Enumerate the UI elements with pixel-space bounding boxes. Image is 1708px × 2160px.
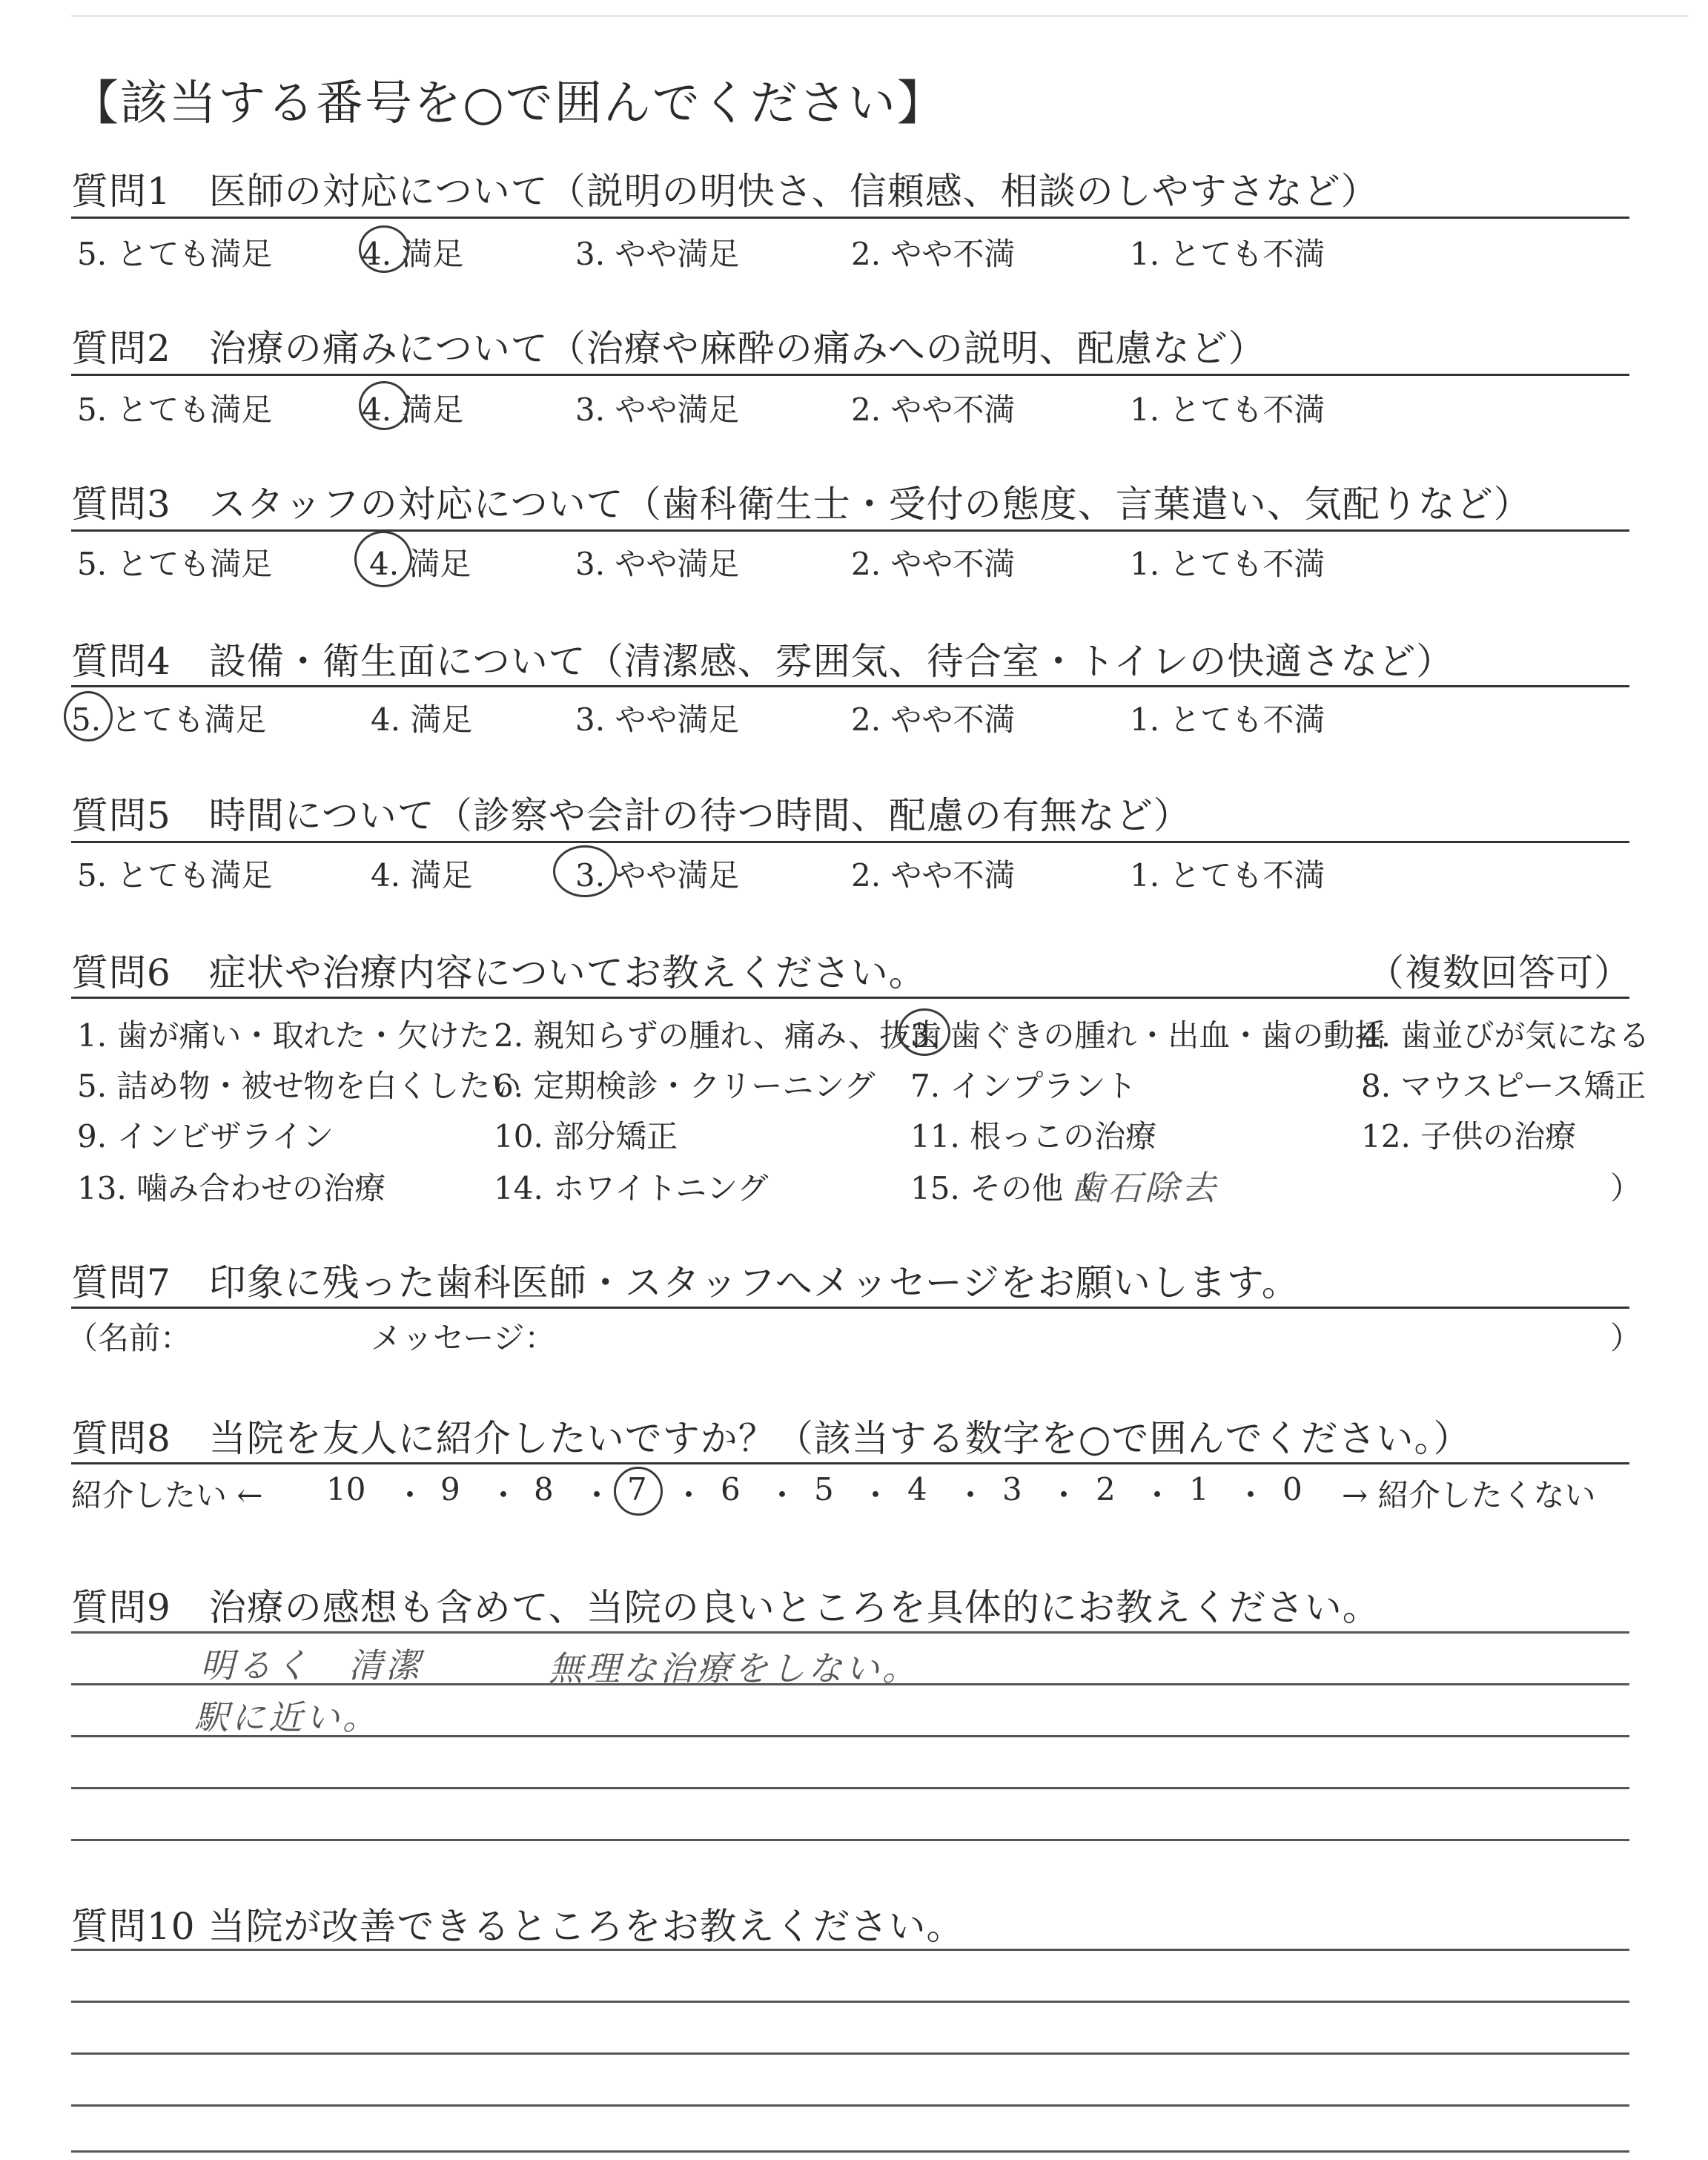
q8-title: 質問8 当院を友人に紹介したいですか？（該当する数字を○で囲んでください。）: [71, 1417, 1472, 1460]
q8-dot: ・: [673, 1477, 705, 1513]
q5-selected-circle: [553, 845, 617, 897]
q10-line: [71, 2001, 1629, 2003]
q1-title: 質問1 医師の対応について（説明の明快さ、信頼感、相談のしやすさなど）: [71, 170, 1379, 213]
q10-line: [71, 2150, 1629, 2153]
q6-item-12[interactable]: 12. 子供の治療: [1361, 1118, 1577, 1155]
q6-item-7[interactable]: 7. インプラント: [910, 1068, 1137, 1104]
q3-option-4[interactable]: 4. 満足: [369, 546, 471, 582]
q6-item-9[interactable]: 9. インビザライン: [77, 1118, 334, 1155]
q2-rule: [71, 374, 1629, 376]
q5-option-1[interactable]: 1. とても不満: [1130, 857, 1325, 894]
q9-line: [71, 1839, 1629, 1841]
q8-dot: ・: [394, 1477, 426, 1513]
q1-option-5[interactable]: 5. とても満足: [77, 236, 273, 272]
q6-item-10[interactable]: 10. 部分矯正: [494, 1118, 678, 1155]
page-top-border: [71, 15, 1689, 17]
q2-title: 質問2 治療の痛みについて（治療や麻酔の痛みへの説明、配慮など）: [71, 327, 1266, 370]
q7-close: ）: [1610, 1320, 1642, 1356]
q1-option-2[interactable]: 2. やや不満: [851, 236, 1016, 272]
q6-item-15[interactable]: 15. その他（: [910, 1170, 1095, 1206]
q5-rule: [71, 841, 1629, 843]
q2-option-2[interactable]: 2. やや不満: [851, 392, 1016, 428]
q6-item-3[interactable]: 3. 歯ぐきの腫れ・出血・歯の動揺: [910, 1017, 1386, 1054]
q3-rule: [71, 529, 1629, 532]
q8-left-label: 紹介したい ←: [71, 1477, 263, 1513]
q9-answer-2: 無理な治療をしない。: [549, 1648, 919, 1688]
q3-title: 質問3 スタッフの対応について（歯科衛生士・受付の態度、言葉遣い、気配りなど）: [71, 483, 1532, 526]
q8-scale-6[interactable]: 6: [721, 1471, 741, 1507]
q9-line: [71, 1631, 1629, 1634]
q8-scale-8[interactable]: 8: [534, 1471, 554, 1507]
q10-title: 質問10 当院が改善できるところをお教えください。: [71, 1905, 964, 1948]
q8-right-label: → 紹介したくない: [1342, 1477, 1596, 1513]
q8-scale-1[interactable]: 1: [1189, 1471, 1209, 1507]
q1-selected-circle: [359, 225, 409, 273]
q8-dot: ・: [767, 1477, 798, 1513]
q1-option-1[interactable]: 1. とても不満: [1130, 236, 1325, 272]
q10-line: [71, 2052, 1629, 2055]
q2-option-1[interactable]: 1. とても不満: [1130, 392, 1325, 428]
q8-scale-4[interactable]: 4: [907, 1471, 927, 1507]
q6-item-13[interactable]: 13. 噛み合わせの治療: [77, 1170, 386, 1206]
q8-dot: ・: [1235, 1477, 1267, 1513]
q6-item-11[interactable]: 11. 根っこの治療: [910, 1118, 1157, 1155]
q4-option-3[interactable]: 3. やや満足: [575, 701, 740, 738]
q9-title: 質問9 治療の感想も含めて、当院の良いところを具体的にお教えください。: [71, 1586, 1380, 1629]
q4-option-1[interactable]: 1. とても不満: [1130, 701, 1325, 738]
q10-line: [71, 2104, 1629, 2107]
q2-option-5[interactable]: 5. とても満足: [77, 392, 273, 428]
q8-scale-2[interactable]: 2: [1096, 1471, 1116, 1507]
q8-scale-3[interactable]: 3: [1002, 1471, 1022, 1507]
q6-item-2[interactable]: 2. 親知らずの腫れ、痛み、抜歯: [494, 1017, 942, 1054]
q2-selected-circle: [359, 381, 409, 430]
q8-scale-0[interactable]: 0: [1282, 1471, 1302, 1507]
q4-option-5[interactable]: 5. とても満足: [71, 701, 267, 738]
q7-message-label: メッセージ：: [371, 1320, 556, 1356]
q4-title: 質問4 設備・衛生面について（清潔感、雰囲気、待合室・トイレの快適さなど）: [71, 640, 1454, 683]
q8-scale-10[interactable]: 10: [326, 1471, 366, 1507]
q7-name-label: （名前：: [67, 1320, 192, 1356]
q4-rule: [71, 685, 1629, 687]
q5-option-4[interactable]: 4. 満足: [371, 857, 473, 894]
q5-title: 質問5 時間について（診察や会計の待つ時間、配慮の有無など）: [71, 794, 1191, 837]
q5-option-2[interactable]: 2. やや不満: [851, 857, 1016, 894]
q4-option-4[interactable]: 4. 満足: [371, 701, 473, 738]
q8-scale-5[interactable]: 5: [814, 1471, 834, 1507]
q9-answer-3: 駅に近い。: [194, 1697, 380, 1737]
q1-option-4[interactable]: 4. 満足: [362, 236, 464, 272]
q7-rule: [71, 1307, 1629, 1309]
q6-rule: [71, 997, 1629, 999]
q10-line: [71, 1949, 1629, 1951]
q1-option-3[interactable]: 3. やや満足: [575, 236, 740, 272]
q8-dot: ・: [955, 1477, 987, 1513]
q8-rule: [71, 1462, 1629, 1464]
q8-dot: ・: [581, 1477, 613, 1513]
q8-dot: ・: [488, 1477, 520, 1513]
q6-item-1[interactable]: 1. 歯が痛い・取れた・欠けた: [77, 1017, 491, 1054]
q3-option-5[interactable]: 5. とても満足: [77, 546, 273, 582]
q6-item-5[interactable]: 5. 詰め物・被せ物を白くしたい: [77, 1068, 522, 1104]
q6-note: （複数回答可）: [1367, 951, 1632, 994]
q8-dot: ・: [1048, 1477, 1080, 1513]
q8-scale-7[interactable]: 7: [627, 1471, 647, 1507]
q6-item-4[interactable]: 4. 歯並びが気になる: [1361, 1017, 1650, 1054]
q3-selected-circle: [354, 531, 412, 587]
page-heading: 【該当する番号を○で囲んでください】: [71, 76, 946, 131]
q5-option-3[interactable]: 3. やや満足: [575, 857, 740, 894]
q6-other-answer: 歯石除去: [1070, 1168, 1219, 1208]
q9-line: [71, 1787, 1629, 1789]
q7-title: 質問7 印象に残った歯科医師・スタッフへメッセージをお願いします。: [71, 1261, 1300, 1304]
q8-dot: ・: [860, 1477, 892, 1513]
q6-title: 質問6 症状や治療内容についてお教えください。: [71, 951, 927, 994]
q3-option-2[interactable]: 2. やや不満: [851, 546, 1016, 582]
q4-option-2[interactable]: 2. やや不満: [851, 701, 1016, 738]
q3-option-1[interactable]: 1. とても不満: [1130, 546, 1325, 582]
q6-other-close: ）: [1610, 1170, 1642, 1206]
q3-option-3[interactable]: 3. やや満足: [575, 546, 740, 582]
q2-option-3[interactable]: 3. やや満足: [575, 392, 740, 428]
q9-answer-1: 明るく 清潔: [200, 1645, 423, 1685]
q5-option-5[interactable]: 5. とても満足: [77, 857, 273, 894]
q6-item-14[interactable]: 14. ホワイトニング: [494, 1170, 769, 1206]
q8-dot: ・: [1142, 1477, 1174, 1513]
q6-item-8[interactable]: 8. マウスピース矯正: [1361, 1068, 1646, 1104]
q8-selected-circle: [614, 1467, 663, 1516]
q1-rule: [71, 217, 1629, 219]
q4-selected-circle: [64, 691, 113, 742]
q2-option-4[interactable]: 4. 満足: [362, 392, 464, 428]
q8-scale-9[interactable]: 9: [440, 1471, 460, 1507]
q6-selected-circle: [898, 1008, 950, 1056]
q6-item-6[interactable]: 6. 定期検診・クリーニング: [494, 1068, 875, 1104]
